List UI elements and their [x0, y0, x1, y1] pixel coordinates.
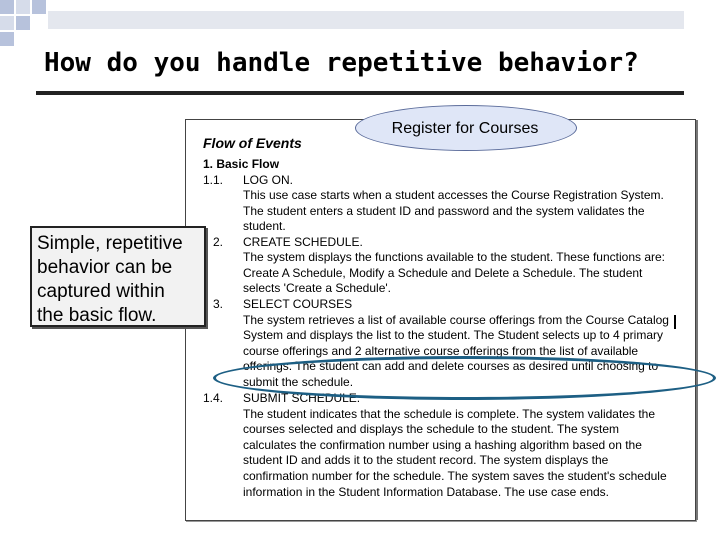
- callout-line: behavior can be: [37, 257, 173, 278]
- step-line: The system displays the functions available to the student. These functions are:: [243, 250, 666, 264]
- step-line: course offerings and 2 alternative course offerings from the list of available: [243, 344, 639, 358]
- step-line: The student indicates that the schedule is complete. The system validates the: [243, 407, 656, 421]
- decor-square: [0, 0, 14, 14]
- step-line: System and displays the list to the student. The Student selects up to 4 primary: [243, 328, 663, 342]
- step-line: courses selected and displays the schedule to the student. The system: [243, 422, 619, 436]
- step-line: The system retrieves a list of available course offerings from the Course Catalog: [243, 313, 669, 327]
- step-line: Create A Schedule, Modify a Schedule and Delete a Schedule. The student: [243, 266, 643, 280]
- step-line: submit the schedule.: [243, 375, 354, 389]
- section-heading: 1. Basic Flow: [203, 157, 280, 171]
- step-line: selects 'Create a Schedule'.: [243, 281, 391, 295]
- callout-line: Simple, repetitive: [37, 233, 183, 254]
- text-cursor: [674, 315, 676, 329]
- decor-square: [16, 0, 30, 14]
- document-heading: Flow of Events: [203, 135, 302, 151]
- step-line: student ID and adds it to the student record. The system displays the: [243, 453, 609, 467]
- step-title: LOG ON.: [243, 173, 294, 187]
- step-number: 1.1.: [203, 173, 224, 187]
- callout-line: the basic flow.: [37, 305, 157, 326]
- decor-square: [0, 16, 14, 30]
- step-number: 1.4.: [203, 391, 224, 405]
- step-line: calculates the confirmation number using a hashing algorithm based on the: [243, 438, 642, 452]
- use-case-label: Register for Courses: [391, 120, 539, 137]
- callout-line: captured within: [37, 281, 165, 302]
- step-number: 3.: [213, 297, 224, 311]
- decor-bar: [48, 11, 684, 29]
- step-line: This use case starts when a student accesses the Course Registration System.: [243, 188, 664, 202]
- step-line: confirmation number for the schedule. The system saves the student's schedule: [243, 469, 667, 483]
- slide-title: How do you handle repetitive behavior?: [44, 48, 639, 78]
- step-title: CREATE SCHEDULE.: [243, 235, 363, 249]
- callout-box: [30, 226, 206, 327]
- step-number: 2.: [213, 235, 224, 249]
- highlight-ellipse: [213, 356, 716, 400]
- title-underline: [36, 91, 684, 95]
- step-line: information in the Student Information Database. The use case ends.: [243, 485, 609, 499]
- decor-square: [32, 0, 46, 14]
- step-title: SUBMIT SCHEDULE.: [243, 391, 361, 405]
- decor-square: [16, 16, 30, 30]
- step-line: student.: [243, 219, 286, 233]
- step-title: SELECT COURSES: [243, 297, 353, 311]
- step-line: The student enters a student ID and password and the system validates the: [243, 204, 645, 218]
- step-line: offerings. The student can add and delete courses as desired until choosing to: [243, 359, 659, 373]
- decor-square: [0, 32, 14, 46]
